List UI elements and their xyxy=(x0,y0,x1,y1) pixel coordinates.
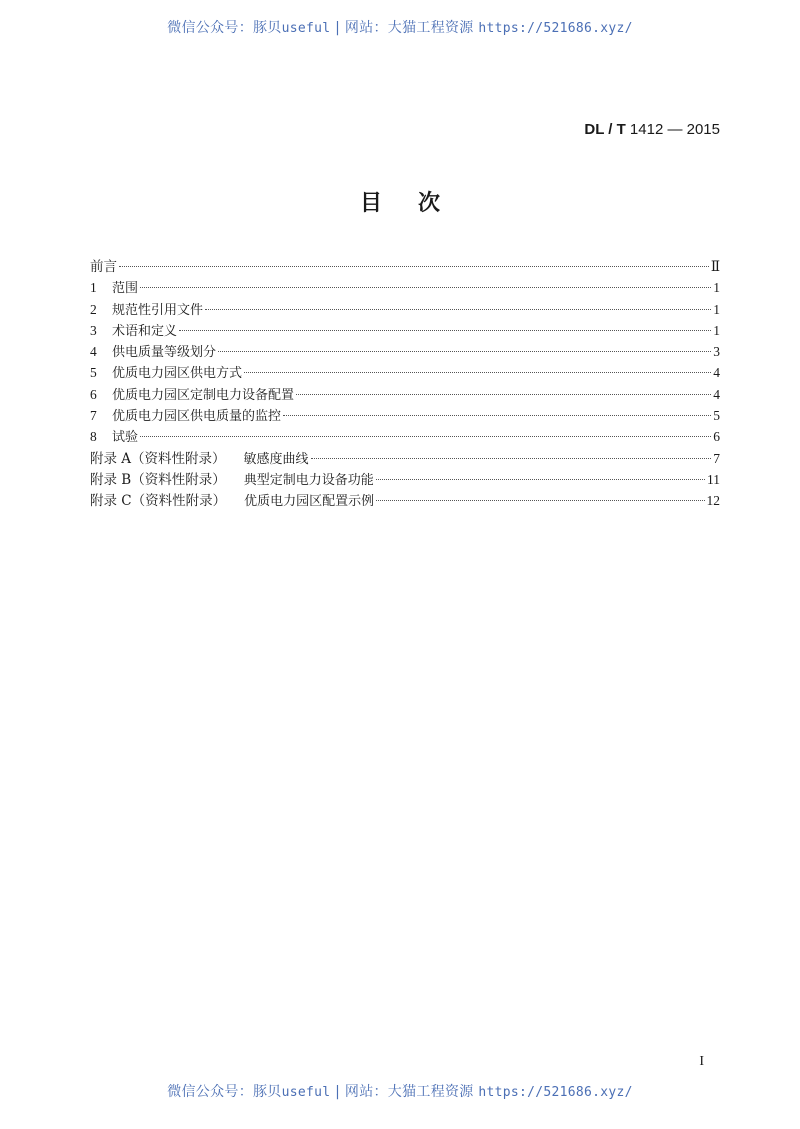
toc-entry-number: 6 xyxy=(90,386,97,402)
toc-dot-leader xyxy=(140,436,711,437)
toc-entry-number: 2 xyxy=(90,301,97,317)
toc-dot-leader xyxy=(205,309,711,310)
toc-dot-leader xyxy=(376,500,704,501)
watermark-top xyxy=(0,17,800,37)
standard-code-prefix: DL / T xyxy=(584,121,630,138)
toc-entry-page: 5 xyxy=(713,408,720,424)
toc-entry-label: 附录 C（资料性附录） xyxy=(90,493,227,510)
toc-entry[interactable] xyxy=(90,320,720,341)
table-of-contents xyxy=(90,256,720,512)
toc-entry-label: 供电质量等级划分 xyxy=(112,345,217,361)
toc-entry-page: 3 xyxy=(713,344,720,360)
toc-entry-subtitle: 优质电力园区配置示例 xyxy=(244,494,375,510)
toc-entry[interactable] xyxy=(90,490,720,511)
toc-entry-page: 1 xyxy=(713,280,720,296)
toc-entry[interactable] xyxy=(90,426,720,447)
toc-entry[interactable] xyxy=(90,256,720,277)
toc-entry-page: 6 xyxy=(713,429,720,445)
standard-code xyxy=(584,121,720,138)
toc-entry-label: 试验 xyxy=(112,430,139,446)
toc-entry-number: 4 xyxy=(90,344,97,360)
toc-entry-page: 4 xyxy=(713,365,720,381)
toc-entry-page: 1 xyxy=(713,322,720,338)
toc-dot-leader xyxy=(296,394,711,395)
toc-dot-leader xyxy=(179,330,711,331)
watermark-site-label: 网站：大猫工程资源 xyxy=(344,20,479,36)
toc-entry[interactable] xyxy=(90,405,720,426)
toc-dot-leader xyxy=(140,287,711,288)
toc-entry-page: 4 xyxy=(713,386,720,402)
toc-entry-page: 12 xyxy=(706,493,720,509)
toc-dot-leader xyxy=(218,351,711,352)
watermark-prefix: 微信公众号：豚贝 xyxy=(167,20,282,36)
toc-dot-leader xyxy=(119,266,709,267)
toc-entry[interactable] xyxy=(90,384,720,405)
watermark-prefix: 微信公众号：豚贝 xyxy=(167,1084,282,1100)
toc-entry-page: 11 xyxy=(707,471,720,487)
toc-dot-leader xyxy=(376,479,705,480)
toc-entry-label: 优质电力园区定制电力设备配置 xyxy=(112,387,295,403)
watermark-url[interactable]: https://521686.xyz/ xyxy=(478,1085,633,1100)
toc-entry-label: 优质电力园区供电质量的监控 xyxy=(112,409,282,425)
watermark-useful: useful xyxy=(281,1085,331,1100)
watermark-separator: | xyxy=(330,1084,345,1100)
toc-entry-number: 5 xyxy=(90,365,97,381)
toc-entry[interactable] xyxy=(90,469,720,490)
toc-entry-page: Ⅱ xyxy=(710,259,720,274)
toc-entry[interactable] xyxy=(90,448,720,469)
watermark-useful: useful xyxy=(281,21,331,36)
toc-entry-label: 附录 B（资料性附录） xyxy=(90,471,226,488)
toc-dot-leader xyxy=(244,372,711,373)
toc-dot-leader xyxy=(311,458,712,459)
standard-code-number: 1412 — 2015 xyxy=(629,121,720,138)
toc-entry-label: 范围 xyxy=(112,281,139,297)
toc-entry-subtitle: 敏感度曲线 xyxy=(243,451,309,467)
toc-entry-page: 1 xyxy=(713,301,720,317)
toc-entry-number: 1 xyxy=(90,280,97,296)
toc-entry-number: 7 xyxy=(90,408,97,424)
watermark-bottom xyxy=(0,1081,800,1101)
toc-entry-page: 7 xyxy=(713,450,720,466)
toc-entry-label: 优质电力园区供电方式 xyxy=(112,366,243,382)
toc-entry[interactable] xyxy=(90,362,720,383)
toc-entry-number: 8 xyxy=(90,429,97,445)
toc-entry-label: 前言 xyxy=(90,259,117,275)
watermark-url[interactable]: https://521686.xyz/ xyxy=(478,21,633,36)
page-number: I xyxy=(699,1054,704,1069)
toc-entry-label: 术语和定义 xyxy=(112,323,178,339)
toc-entry-subtitle: 典型定制电力设备功能 xyxy=(243,472,374,488)
toc-entry[interactable] xyxy=(90,277,720,298)
toc-entry-number: 3 xyxy=(90,322,97,338)
toc-entry[interactable] xyxy=(90,299,720,320)
toc-entry[interactable] xyxy=(90,341,720,362)
toc-entry-label: 规范性引用文件 xyxy=(112,302,204,318)
watermark-site-label: 网站：大猫工程资源 xyxy=(344,1084,479,1100)
toc-dot-leader xyxy=(283,415,711,416)
page-title: 目次 xyxy=(359,191,476,216)
toc-entry-label: 附录 A（资料性附录） xyxy=(90,450,226,467)
watermark-separator: | xyxy=(330,20,345,36)
